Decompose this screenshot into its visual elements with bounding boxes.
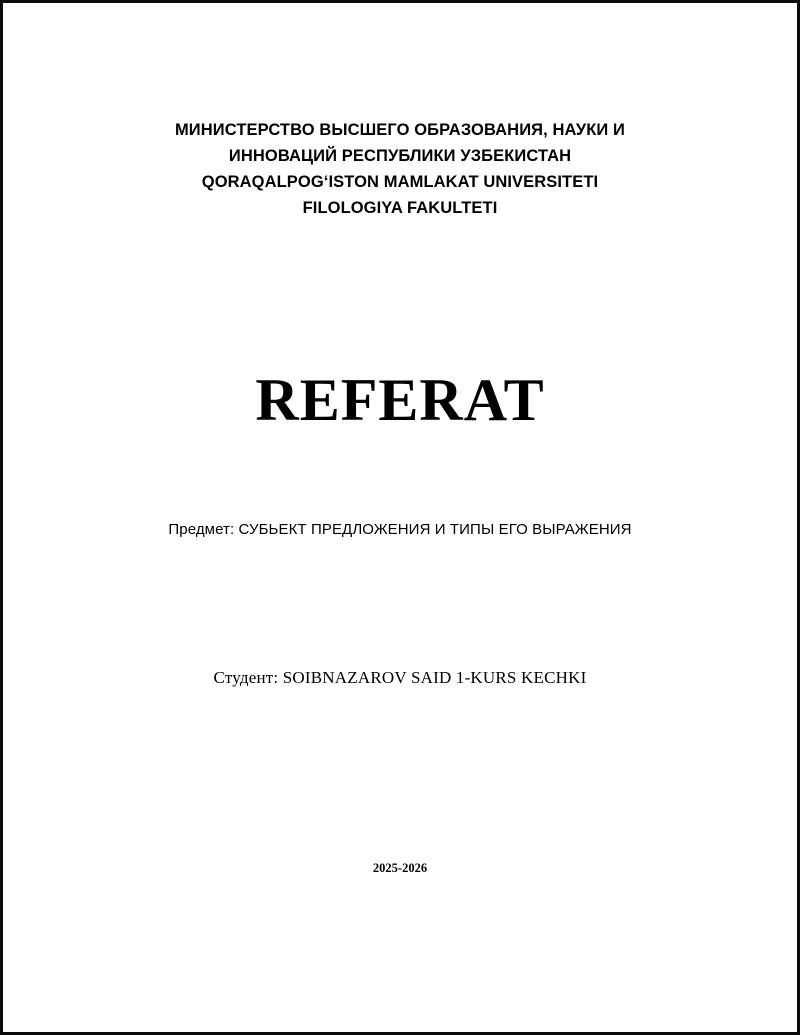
student-block: [65, 668, 735, 688]
subject-block: [65, 521, 735, 538]
institution-header: [65, 117, 735, 221]
institution-header-line-1: МИНИСТЕРСТВО ВЫСШЕГО ОБРАЗОВАНИЯ, НАУКИ И: [174, 121, 626, 139]
institution-header-line-2: ИННОВАЦИЙ РЕСПУБЛИКИ УЗБЕКИСТАН: [228, 147, 572, 165]
student-line: Студент: SOIBNAZAROV SAID 1-KURS KECHKI: [213, 668, 587, 687]
page-title: REFERAT: [255, 367, 545, 433]
institution-header-line-3: QORAQALPOG‘ISTON MAMLAKAT UNIVERSITETI: [201, 173, 599, 191]
academic-year-block: [3, 861, 797, 876]
document-title-block: [65, 369, 735, 431]
academic-year: 2025-2026: [372, 861, 428, 875]
institution-header-line-4: FILOLOGIYA FAKULTETI: [302, 199, 498, 217]
subject-line: Предмет: СУБЬЕКТ ПРЕДЛОЖЕНИЯ И ТИПЫ ЕГО ВЫРАЖЕНИЯ: [168, 521, 632, 538]
page-content: [3, 3, 797, 1032]
